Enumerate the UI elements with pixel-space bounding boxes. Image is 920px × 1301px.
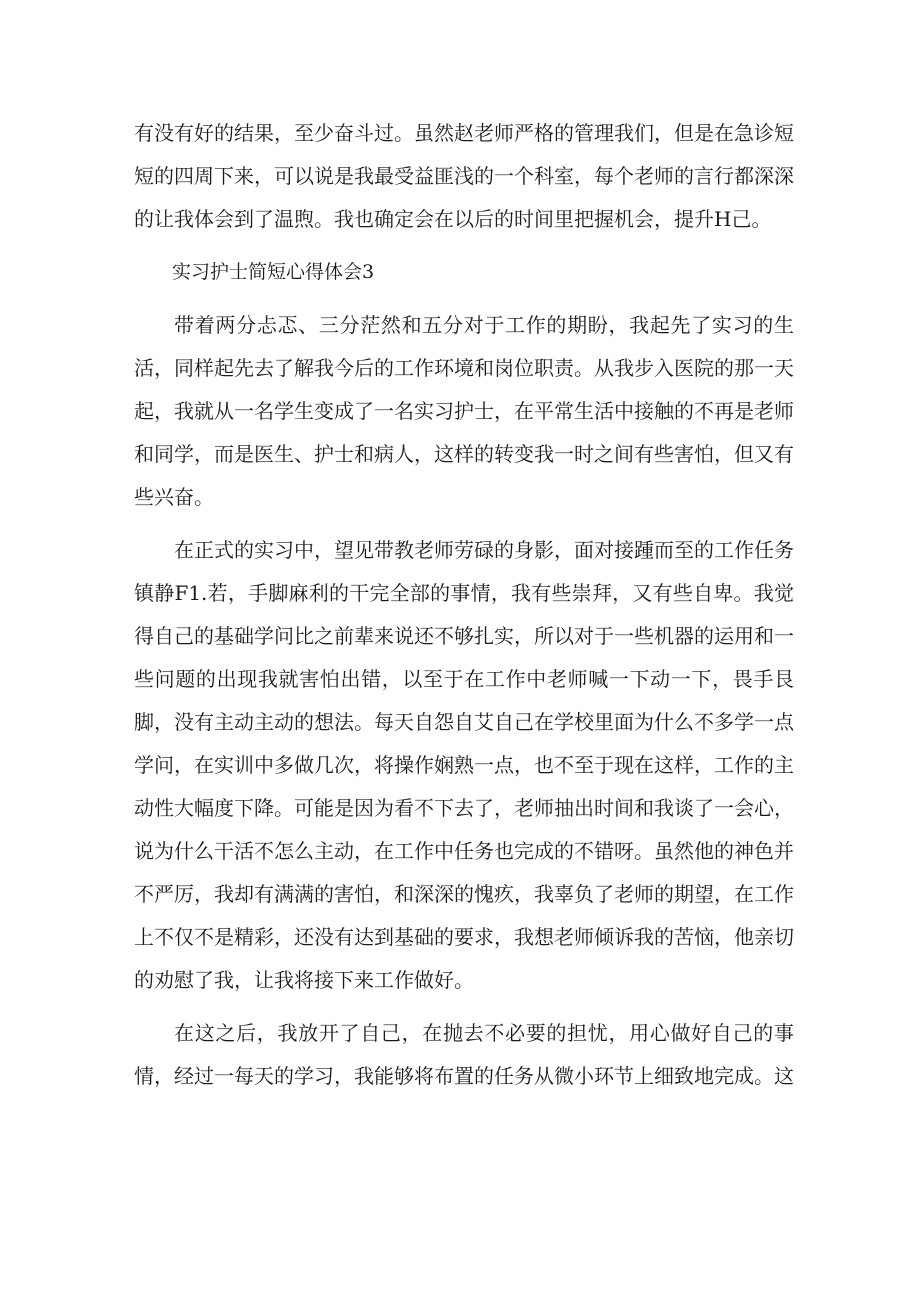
document-body xyxy=(134,112,794,1108)
section-heading: 实习护士简短心得体会3 xyxy=(172,261,375,283)
paragraph-1: 带着两分忐忑、三分茫然和五分对于工作的期盼，我起先了实习的生活，同样起先去了解我今后的工作环境和岗位职责。从我步入医院的那一天起，我就从一名学生变成了一名实习护士，在平常生活中接触的不再是老师和同学，而是医生、护士和病人，这样的转变我一时之间有些害怕，但又有些兴奋。 xyxy=(134,313,794,509)
continuation-paragraph: 有没有好的结果，至少奋斗过。虽然赵老师严格的管理我们，但是在急诊短短的四周下来，可以说是我最受益匪浅的一个科室，每个老师的言行都深深的让我体会到了温煦。我也确定会在以后的时间里把握机会，提升H己。 xyxy=(134,121,794,231)
paragraph-3: 在这之后，我放开了自己，在抛去不必要的担忧，用心做好自己的事情，经过一每天的学习，我能够将布置的任务从微小环节上细致地完成。这 xyxy=(134,1021,794,1088)
paragraph-2: 在正式的实习中，望见带教老师劳碌的身影，面对接踵而至的工作任务镇静F1.若，手脚麻利的干完全部的事情，我有些崇拜，又有些自卑。我觉得自己的基础学问比之前辈来说还不够扎实，所以对于一些机器的运用和一些问题的出现我就害怕出错，以至于在工作中老师喊一下动一下，畏手艮脚，没有主动主动的想法。每天自怨自艾自己在学校里面为什么不多学一点学问，在实训中多做几次，将操作娴熟一点，也不至于现在这样，工作的主动性大幅度下降。可能是因为看不下去了，老师抽出时间和我谈了一会心，说为什么干活不怎么主动，在工作中任务也完成的不错呀。虽然他的神色并不严厉，我却有满满的害怕，和深深的愧疚，我辜负了老师的期望，在工作上不仅不是精彩，还没有达到基础的要求，我想老师倾诉我的苦恼，他亲切的劝慰了我，让我将接下来工作做好。 xyxy=(134,538,794,992)
